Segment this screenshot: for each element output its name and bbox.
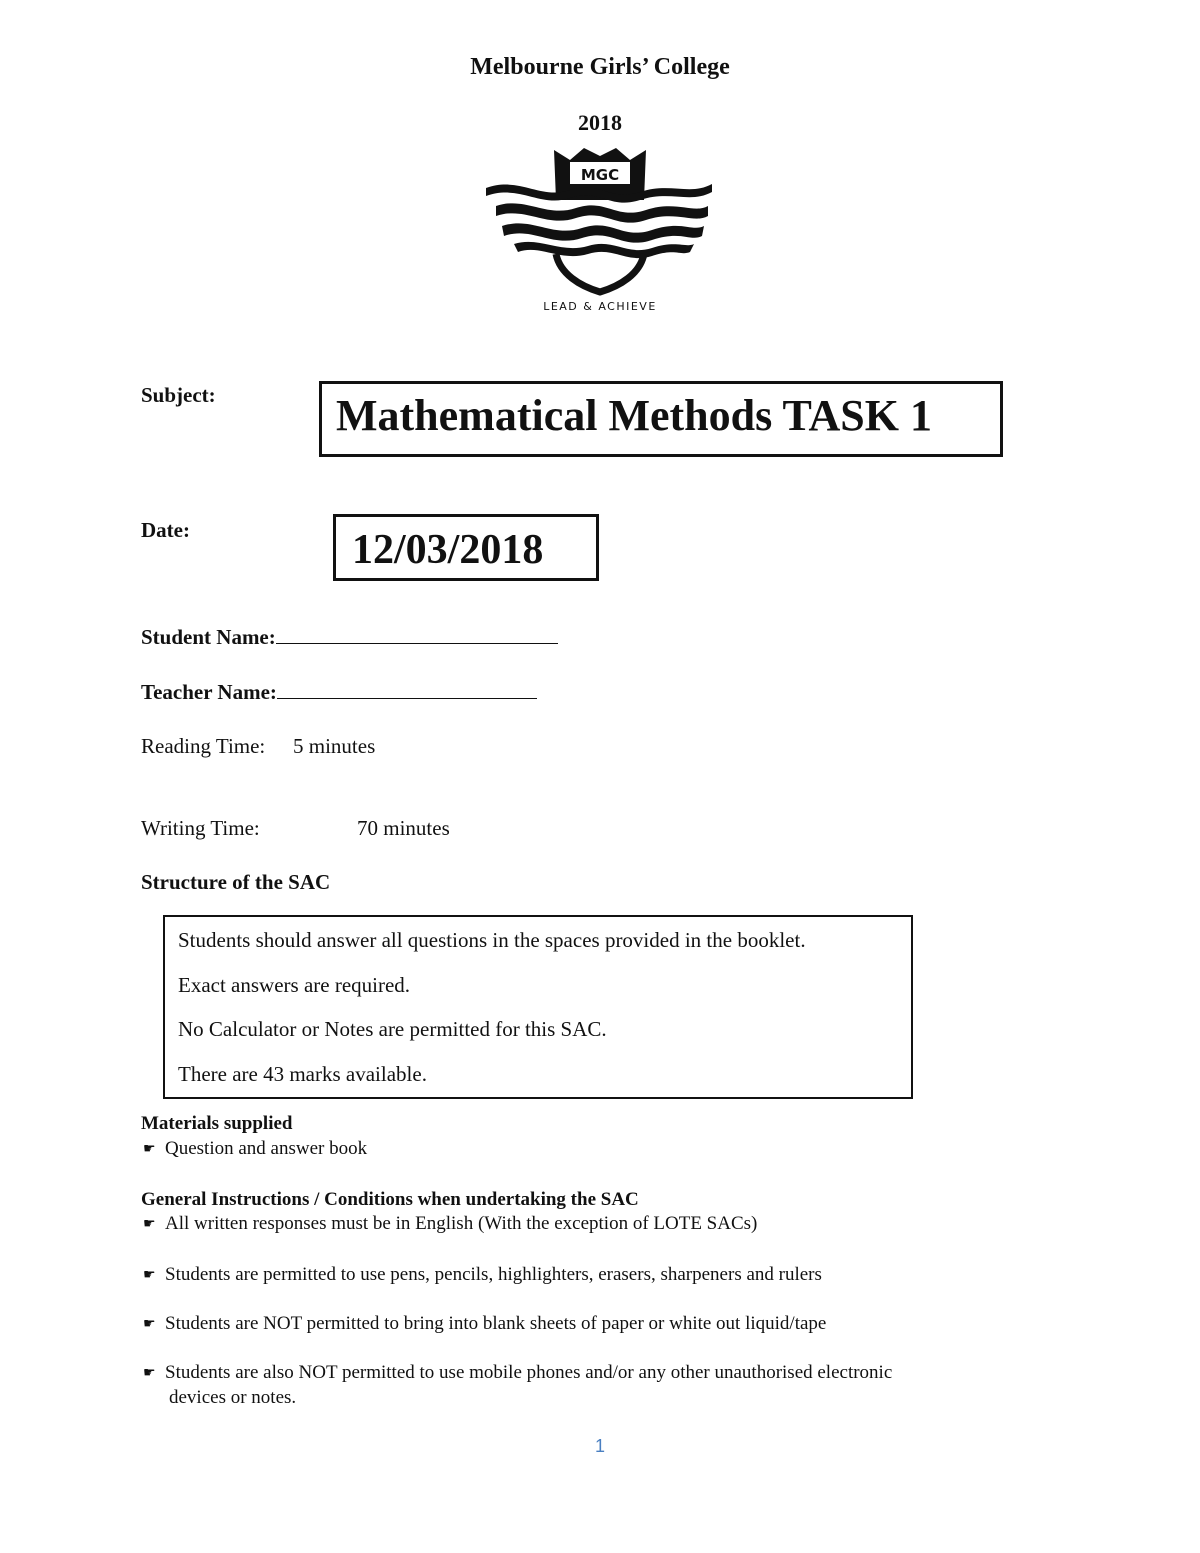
- student-name-field: [141, 625, 558, 650]
- structure-line: There are 43 marks available.: [178, 1061, 427, 1086]
- structure-line: Exact answers are required.: [178, 972, 411, 997]
- general-item: ☛ Students are also NOT permitted to use mobile phones and/or any other unauthorised electronic: [143, 1362, 893, 1383]
- pointing-hand-icon: ☛: [143, 1142, 156, 1157]
- general-item: ☛ Students are permitted to use pens, pencils, highlighters, erasers, sharpeners and rulers: [143, 1264, 822, 1285]
- student-name-label: Student Name:: [141, 625, 276, 649]
- structure-heading: Structure of the SAC: [141, 870, 331, 894]
- pointing-hand-icon: ☛: [143, 1317, 156, 1332]
- materials-heading: Materials supplied: [141, 1113, 293, 1134]
- date-value: 12/03/2018: [352, 527, 544, 573]
- reading-time-label: Reading Time:: [141, 734, 266, 758]
- page-number: 1: [594, 1436, 605, 1456]
- subject-label: Subject:: [141, 383, 216, 407]
- writing-time-label: Writing Time:: [141, 816, 260, 840]
- pointing-hand-icon: ☛: [143, 1217, 156, 1232]
- pointing-hand-icon: ☛: [143, 1268, 156, 1283]
- date-label: Date:: [141, 518, 190, 542]
- teacher-name-field: [141, 680, 537, 705]
- reading-time-value: 5 minutes: [293, 734, 376, 758]
- structure-line: No Calculator or Notes are permitted for this SAC.: [178, 1017, 607, 1041]
- general-item: ☛ All written responses must be in English (With the exception of LOTE SACs): [143, 1213, 758, 1234]
- general-item-continuation: devices or notes.: [169, 1387, 297, 1408]
- structure-box: [163, 915, 913, 1099]
- student-name-line[interactable]: [276, 626, 558, 644]
- school-logo: [480, 140, 720, 315]
- teacher-name-line[interactable]: [277, 681, 537, 699]
- subject-box: [319, 381, 1003, 457]
- date-box: [333, 514, 599, 581]
- document-year: 2018: [578, 110, 622, 135]
- school-name: Melbourne Girls’ College: [470, 54, 730, 80]
- crest-text: MGC: [580, 166, 620, 184]
- pointing-hand-icon: ☛: [143, 1366, 156, 1381]
- general-item: ☛ Students are NOT permitted to bring into blank sheets of paper or white out liquid/tape: [143, 1313, 827, 1334]
- materials-item: ☛ Question and answer book: [143, 1138, 368, 1159]
- structure-line: Students should answer all questions in the spaces provided in the booklet.: [178, 928, 806, 952]
- general-heading: General Instructions / Conditions when undertaking the SAC: [141, 1189, 639, 1210]
- subject-value: Mathematical Methods TASK 1: [336, 391, 932, 440]
- school-motto: LEAD & ACHIEVE: [543, 300, 657, 313]
- teacher-name-label: Teacher Name:: [141, 680, 277, 704]
- writing-time-value: 70 minutes: [357, 816, 450, 840]
